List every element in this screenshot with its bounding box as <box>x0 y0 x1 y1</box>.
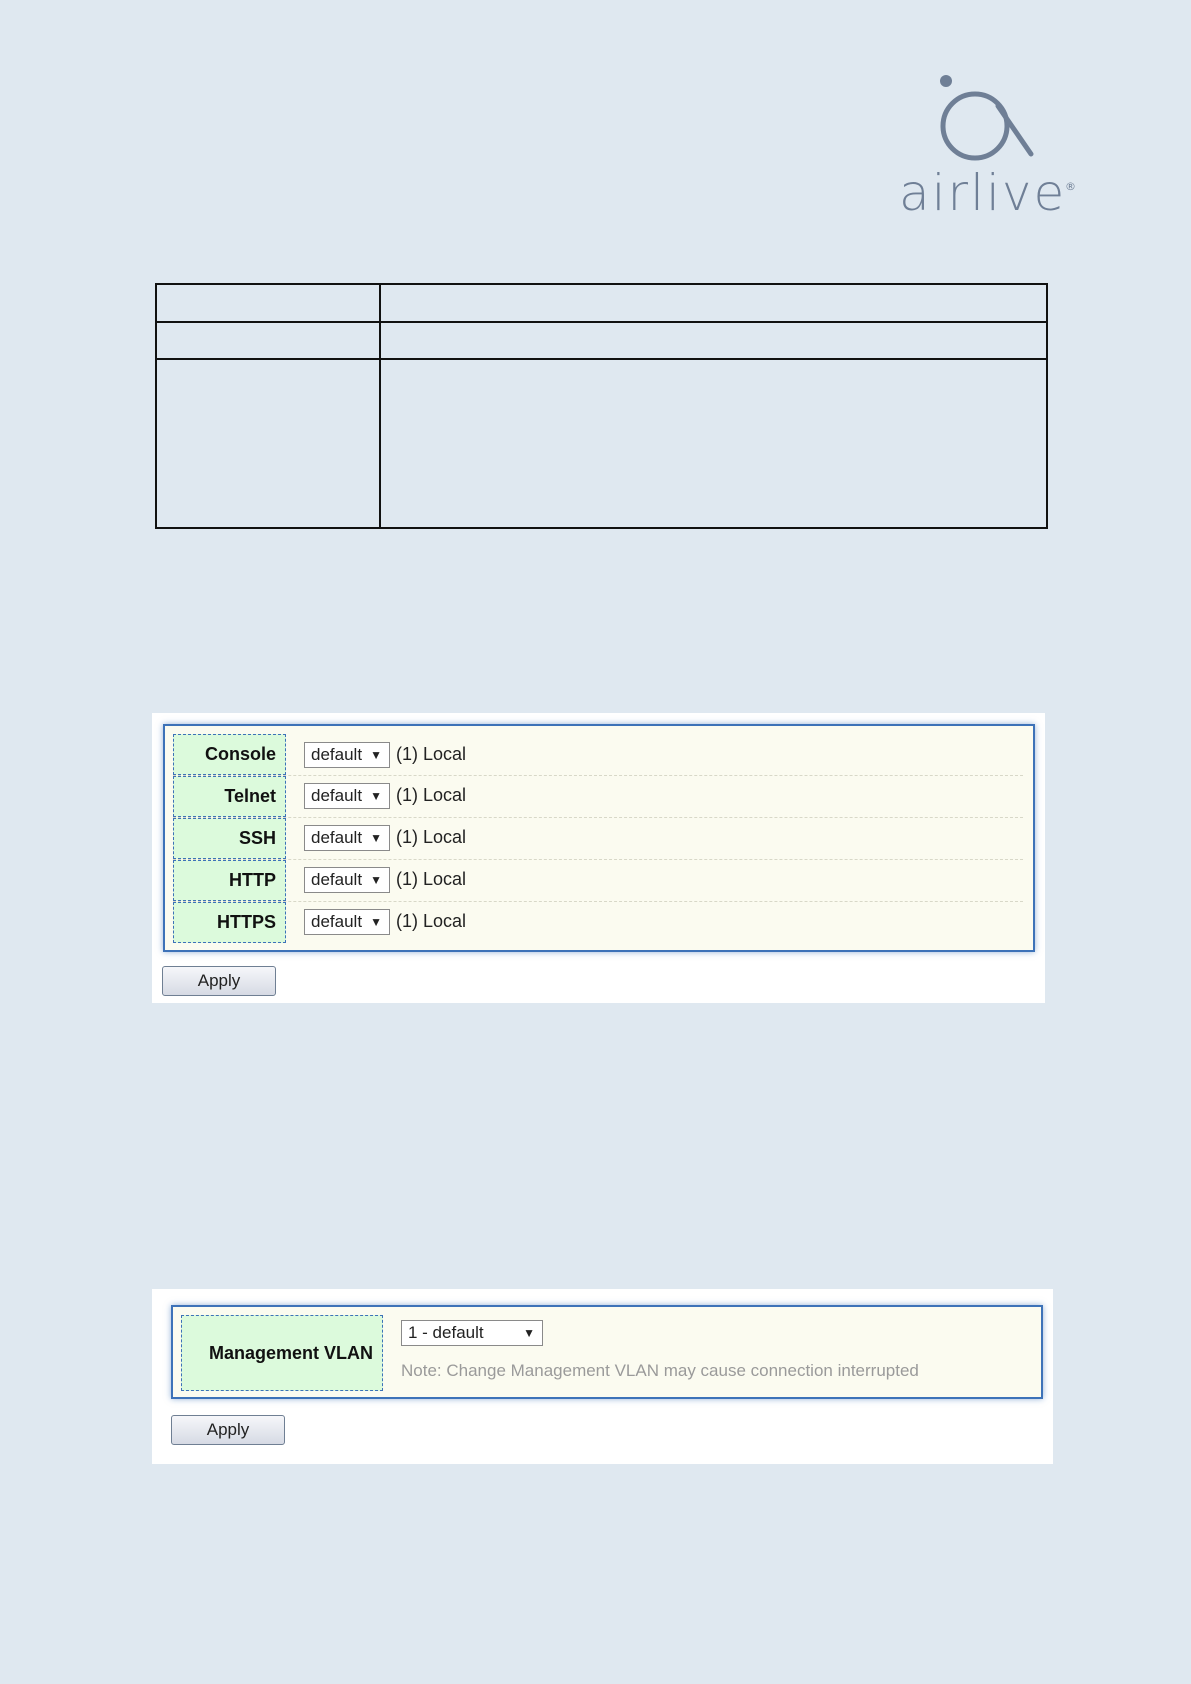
caret-down-icon: ▼ <box>370 789 382 803</box>
method-value: (1) Local <box>396 911 467 931</box>
login-row-http <box>173 860 1023 902</box>
management-vlan-screenshot <box>152 1289 1053 1464</box>
airlive-logo <box>895 64 1085 234</box>
table-cell <box>380 359 1047 528</box>
row-label: Console <box>173 734 286 775</box>
login-methods-panel <box>163 724 1035 952</box>
table-row <box>156 322 1047 359</box>
select-value: default <box>311 828 363 847</box>
row-label: SSH <box>173 818 286 859</box>
caret-down-icon: ▼ <box>370 748 382 762</box>
select-value: 1 - default <box>408 1323 484 1342</box>
caret-down-icon: ▼ <box>370 915 382 929</box>
row-label: Telnet <box>173 776 286 817</box>
select-value: default <box>311 912 363 931</box>
login-row-https <box>173 902 1023 943</box>
table-cell <box>380 284 1047 322</box>
table-row <box>156 359 1047 528</box>
method-value: (1) Local <box>396 827 467 847</box>
table-cell <box>156 359 380 528</box>
method-value: (1) Local <box>396 744 467 764</box>
select-value: default <box>311 870 363 889</box>
method-select-ssh[interactable] <box>304 825 390 851</box>
table-row <box>156 284 1047 322</box>
management-vlan-panel <box>171 1305 1043 1399</box>
table-cell <box>156 284 380 322</box>
management-vlan-label: Management VLAN <box>181 1315 383 1391</box>
management-vlan-select[interactable] <box>401 1320 543 1346</box>
method-select-console[interactable] <box>304 742 390 768</box>
registered-mark: ® <box>1065 180 1076 193</box>
select-value: default <box>311 786 363 805</box>
vlan-change-note: Note: Change Management VLAN may cause connection interrupted <box>401 1361 919 1380</box>
method-value: (1) Local <box>396 785 467 805</box>
apply-button[interactable]: Apply <box>171 1415 285 1445</box>
table-cell <box>380 322 1047 359</box>
method-select-http[interactable] <box>304 867 390 893</box>
airlive-logo-icon <box>895 64 1085 164</box>
login-row-telnet <box>173 776 1023 818</box>
apply-button[interactable]: Apply <box>162 966 276 996</box>
login-row-ssh <box>173 818 1023 860</box>
login-methods-screenshot <box>152 713 1045 1003</box>
caret-down-icon: ▼ <box>370 873 382 887</box>
method-value: (1) Local <box>396 869 467 889</box>
row-label: HTTPS <box>173 902 286 943</box>
table-cell <box>156 322 380 359</box>
description-table <box>155 283 1048 529</box>
method-select-telnet[interactable] <box>304 783 390 809</box>
logo-wordmark: airlive <box>899 164 1067 222</box>
login-row-console <box>173 734 1023 776</box>
caret-down-icon: ▼ <box>370 831 382 845</box>
method-select-https[interactable] <box>304 909 390 935</box>
select-value: default <box>311 745 363 764</box>
row-label: HTTP <box>173 860 286 901</box>
caret-down-icon: ▼ <box>523 1326 535 1340</box>
